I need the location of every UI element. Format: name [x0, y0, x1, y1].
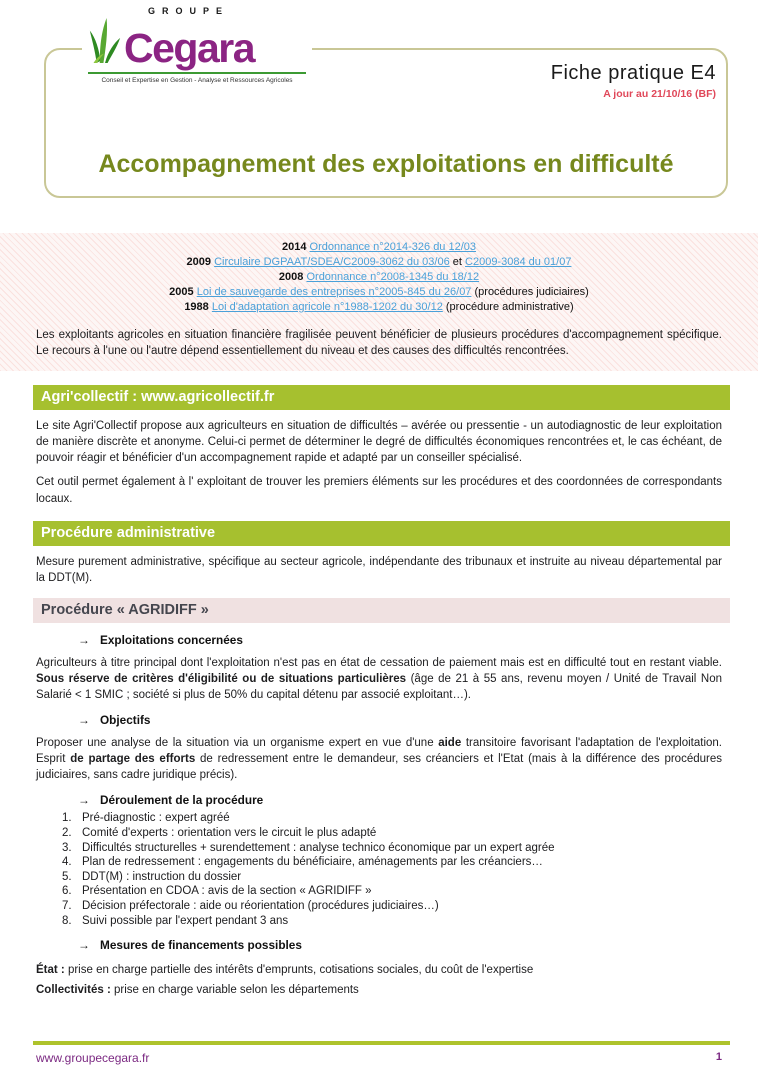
step-text: Comité d'experts : orientation vers le circuit le plus adapté: [82, 827, 377, 839]
legislation-row: [0, 270, 758, 285]
arrow-icon: →: [78, 793, 90, 808]
heading-financements: [78, 938, 722, 952]
cegara-logo: [82, 4, 312, 86]
legislation-row: [0, 300, 758, 315]
heading-exploitations-concernees: [78, 633, 722, 647]
arrow-icon: →: [78, 938, 90, 953]
intro-paragraph: Les exploitants agricoles en situation financière fragilisée peuvent bénéficier de plusieurs procédures d'accompagnement spécifique. Le recours à l'une ou l'autre dépend essentiellement du niveau et des causes des difficultés rencontrées.: [36, 329, 722, 358]
fiche-title: Fiche pratique E4: [550, 62, 716, 84]
page-title: Accompagnement des exploitations en difficulté: [98, 150, 674, 178]
legislation-link[interactable]: Loi de sauvegarde des entreprises n°2005-845 du 26/07: [196, 286, 472, 298]
logo-groupe-text: GROUPE: [148, 6, 230, 16]
step-number: 8.: [62, 914, 72, 927]
arrow-icon: →: [78, 713, 90, 728]
heading-label: Déroulement de la procédure: [100, 793, 264, 808]
logo-tagline: Conseil et Expertise en Gestion - Analyse et Ressources Agricoles: [101, 77, 293, 84]
page-number: 1: [715, 1051, 722, 1063]
fiche-header: [551, 62, 716, 100]
step-number: 5.: [62, 870, 72, 883]
legislation-year: 2008: [278, 271, 304, 283]
admin-paragraph: Mesure purement administrative, spécifique au secteur agricole, indépendante des tribunaux et instruite au niveau départemental par la DDT(M).: [36, 555, 722, 584]
logo-name: Cegara: [124, 25, 255, 72]
step-text: Suivi possible par l'expert pendant 3 ans: [82, 914, 289, 927]
list-item: [62, 855, 722, 870]
footer-website-url: www.groupecegara.fr: [36, 1051, 150, 1065]
heading-label: Exploitations concernées: [100, 632, 243, 647]
legislation-year: 2014: [281, 241, 307, 253]
legislation-link[interactable]: C2009-3084 du 01/07: [465, 256, 572, 268]
legislation-note: (procédure administrative): [445, 301, 574, 313]
kv-text: prise en charge variable selon les départements: [110, 984, 359, 997]
legislation-link[interactable]: Circulaire DGPAAT/SDEA/C2009-3062 du 03/06: [214, 256, 450, 268]
footer-divider: [33, 1041, 730, 1045]
step-number: 3.: [62, 841, 72, 854]
list-item: [62, 899, 722, 914]
legislation-link[interactable]: Ordonnance n°2008-1345 du 18/12: [306, 271, 480, 283]
objectifs-paragraph: [36, 735, 722, 783]
legislation-row: [0, 285, 758, 300]
legislation-connector: et: [452, 256, 462, 268]
agricollectif-paragraph-2: Cet outil permet également à l' exploitant de trouver les premiers éléments sur les procédures et des coordonnées de correspondants locaux.: [36, 476, 722, 505]
legislation-link[interactable]: Ordonnance n°2014-326 du 12/03: [309, 241, 477, 253]
fiche-updated-date: A jour au 21/10/16 (BF): [603, 88, 716, 100]
subsection-heading-agridiff: Procédure « AGRIDIFF »: [33, 598, 730, 623]
kv-label: État :: [36, 964, 65, 977]
list-item: [62, 826, 722, 841]
legislation-note: (procédures judiciaires): [474, 286, 589, 298]
step-text: Décision préfectorale : aide ou réorientation (procédures judiciaires…): [82, 899, 439, 912]
text-run: (âge de 21 à 55 ans, revenu moyen / Unité de Travail Non Salarié < 1 SMIC ; société si plus de 50% du capital détenu par associé exploitant…).: [36, 672, 722, 702]
financement-etat-line: [36, 962, 722, 978]
heading-label: Mesures de financements possibles: [100, 938, 302, 953]
list-item: [62, 884, 722, 899]
step-text: Plan de redressement : engagements du bénéficiaire, aménagements par les créanciers…: [82, 856, 543, 869]
list-item: [62, 811, 722, 826]
logo-underline: [88, 72, 306, 74]
text-run-bold: Sous réserve de critères d'éligibilité ou de situations particulières: [36, 672, 407, 685]
step-number: 6.: [62, 885, 72, 898]
kv-label: Collectivités :: [36, 984, 111, 997]
list-item: [62, 841, 722, 856]
section-heading-agricollectif: Agri'collectif : www.agricollectif.fr: [33, 385, 730, 410]
step-number: 7.: [62, 899, 72, 912]
agricollectif-paragraph-1: Le site Agri'Collectif propose aux agriculteurs en situation de difficultés – avérée ou pressentie - un autodiagnostic de leur exploitation de manière discrète et anonyme. Celui-ci permet de déterminer le degré de difficultés économiques rencontrées et, le cas échéant, de pouvoir réagir et bénéficier d'un accompagnement rapide et adapté par un conseiller spécialisé.: [36, 420, 722, 465]
step-number: 1.: [62, 812, 72, 825]
text-run: de redressement entre le demandeur, ses créanciers et l'Etat (mais à la différence des procédures judiciaires, sans cadre juridique précis).: [36, 753, 722, 782]
financement-collectivites-line: [36, 982, 722, 998]
legislation-year: 2009: [186, 256, 212, 268]
legislation-year: 2005: [169, 286, 194, 298]
legislation-row: [0, 255, 758, 270]
step-text: Pré-diagnostic : expert agréé: [82, 812, 230, 825]
step-number: 2.: [62, 827, 72, 839]
concernees-paragraph: [36, 655, 722, 703]
text-run: transitoire favorisant l'adaptation de l'exploitation. Esprit: [36, 737, 722, 766]
text-run-bold: aide: [438, 737, 462, 750]
legislation-link[interactable]: Loi d'adaptation agricole n°1988-1202 du 30/12: [211, 301, 443, 313]
step-number: 4.: [62, 856, 72, 869]
text-run: Proposer une analyse de la situation via un organisme expert en vue d'une: [36, 737, 439, 750]
heading-deroulement: [78, 793, 722, 807]
step-text: Difficultés structurelles + surendettement : analyse technico économique par un expert agrée: [82, 841, 555, 854]
legislation-block: [0, 233, 758, 371]
list-item: [62, 914, 722, 929]
procedure-steps-list: [62, 811, 722, 928]
grass-icon: [88, 17, 122, 68]
heading-objectifs: [78, 713, 722, 727]
step-text: DDT(M) : instruction du dossier: [82, 870, 242, 883]
legislation-row: [0, 240, 758, 255]
step-text: Présentation en CDOA : avis de la section « AGRIDIFF »: [82, 885, 372, 898]
legislation-year: 1988: [184, 301, 209, 313]
heading-label: Objectifs: [100, 713, 151, 728]
kv-text: prise en charge partielle des intérêts d'emprunts, cotisations sociales, du coût de l'expertise: [64, 964, 534, 977]
arrow-icon: →: [78, 632, 90, 647]
text-run-bold: de partage des efforts: [70, 753, 196, 766]
section-heading-procedure-administrative: Procédure administrative: [33, 521, 730, 546]
text-run: Agriculteurs à titre principal dont l'exploitation n'est pas en état de cessation de paiement mais est en difficulté tout en restant viable.: [36, 656, 722, 669]
list-item: [62, 870, 722, 885]
main-content: [0, 233, 758, 998]
